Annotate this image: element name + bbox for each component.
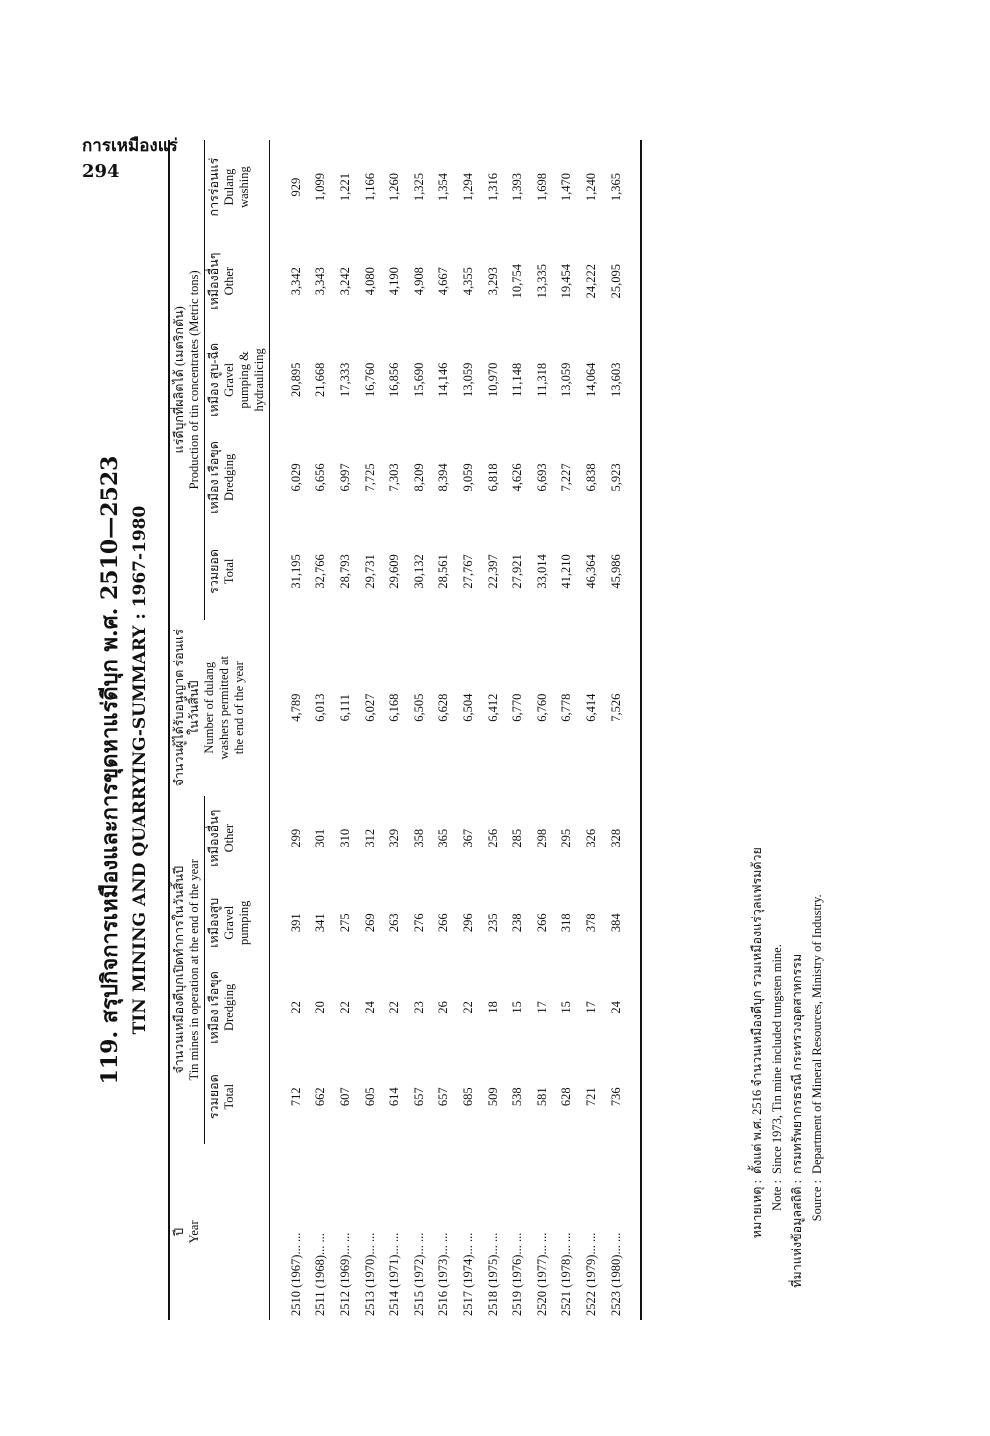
cell-prod-total: 28,793 — [337, 554, 352, 589]
cell-mines-dredging: 24 — [608, 1001, 623, 1014]
cell-washers: 6,168 — [387, 693, 402, 722]
cell-mines-other: 312 — [362, 828, 377, 848]
cell-mines-total: 736 — [608, 1087, 623, 1107]
cell-mines-dredging: 22 — [288, 1001, 303, 1014]
cell-prod-other: 24,222 — [583, 263, 598, 299]
cell-prod-dredging: 6,656 — [313, 463, 328, 492]
table-row — [456, 140, 481, 1320]
cell-prod-dulang: 1,099 — [313, 173, 328, 202]
cell-prod-gravel: 16,856 — [387, 362, 402, 398]
cell-washers: 6,505 — [411, 693, 426, 722]
table-row — [333, 140, 358, 1320]
cell-prod-gravel: 13,059 — [460, 362, 475, 398]
cell-prod-dulang: 1,698 — [534, 173, 549, 202]
cell-mines-total: 657 — [436, 1087, 451, 1107]
section-name: การเหมืองแร่ — [82, 136, 178, 156]
cell-washers: 6,013 — [313, 693, 328, 722]
cell-mines-other: 310 — [337, 828, 352, 848]
notes-block — [747, 200, 827, 1300]
col-year — [169, 1144, 270, 1320]
col-mines-dredging — [205, 965, 270, 1050]
cell-prod-other: 4,190 — [387, 267, 402, 296]
cell-mines-other: 285 — [510, 828, 525, 848]
cell-prod-gravel: 20,895 — [288, 362, 303, 398]
cell-prod-dulang: 1,316 — [485, 173, 500, 202]
cell-mines-total: 657 — [411, 1087, 426, 1107]
table-row — [579, 140, 604, 1320]
cell-year: 2517 (1974)... ... — [460, 1232, 475, 1316]
cell-prod-dulang: 1,365 — [608, 173, 623, 202]
cell-year: 2513 (1970)... ... — [362, 1232, 377, 1316]
cell-mines-total: 614 — [387, 1087, 402, 1107]
note-label: หมายเหตุ : — [750, 1180, 764, 1239]
source-label: Source : — [810, 1180, 824, 1222]
cell-prod-total: 27,921 — [510, 554, 525, 589]
cell-mines-gravel: 235 — [485, 913, 500, 933]
note-row — [747, 200, 767, 1300]
cell-washers: 6,778 — [559, 693, 574, 722]
prod-group-en: Production of tin concentrates (Metric tons) — [187, 270, 201, 490]
cell-prod-other: 25,095 — [608, 263, 623, 299]
cell-prod-gravel: 14,146 — [436, 362, 451, 398]
cell-washers: 6,414 — [583, 693, 598, 722]
mines-group-thai: จำนวนเหมืองดีบุกเปิดทำการในวันสิ้นปี — [172, 865, 186, 1074]
cell-mines-other: 329 — [387, 828, 402, 848]
cell-mines-total: 685 — [460, 1087, 475, 1107]
cell-prod-total: 29,731 — [362, 554, 377, 589]
cell-year: 2516 (1973)... ... — [436, 1232, 451, 1316]
cell-year: 2514 (1971)... ... — [387, 1232, 402, 1316]
rotated-table-block — [92, 140, 824, 1320]
cell-prod-dredging: 6,818 — [485, 463, 500, 492]
cell-prod-gravel: 14,064 — [583, 362, 598, 398]
cell-mines-total: 662 — [313, 1087, 328, 1107]
cell-prod-other: 19,454 — [559, 263, 574, 299]
cell-prod-other: 13,335 — [534, 263, 549, 299]
cell-mines-gravel: 391 — [288, 913, 303, 933]
prod-dredging-thai: เหมือง เรือขุด — [207, 441, 221, 514]
cell-prod-dulang: 1,166 — [362, 173, 377, 202]
cell-prod-dulang: 1,260 — [387, 173, 402, 202]
table-row — [555, 140, 580, 1320]
cell-year: 2510 (1967)... ... — [288, 1232, 303, 1316]
title-english: TIN MINING AND QUARRYING-SUMMARY : 1967-1980 — [130, 505, 150, 1035]
table-row — [505, 140, 530, 1320]
cell-mines-gravel: 296 — [460, 913, 475, 933]
cell-washers: 4,789 — [288, 693, 303, 722]
cell-mines-gravel: 276 — [411, 913, 426, 933]
cell-prod-dulang: 929 — [288, 177, 303, 197]
source-row — [787, 200, 807, 1300]
cell-prod-dredging: 8,394 — [436, 463, 451, 492]
cell-mines-gravel: 266 — [534, 913, 549, 933]
cell-washers: 6,111 — [337, 694, 352, 722]
table-row — [604, 140, 642, 1320]
cell-mines-gravel: 263 — [387, 913, 402, 933]
washers-thai: จำนวนผู้ได้รับอนุญาต ร่อนแร่ในวันสิ้นปี — [172, 629, 201, 787]
mines-total-thai: รวมยอด — [207, 1074, 221, 1120]
cell-prod-gravel: 21,668 — [313, 362, 328, 398]
cell-washers: 6,027 — [362, 693, 377, 722]
cell-mines-dredging: 26 — [436, 1001, 451, 1014]
cell-year: 2512 (1969)... ... — [337, 1232, 352, 1316]
prod-total-en: Total — [222, 558, 236, 585]
cell-washers: 6,412 — [485, 693, 500, 722]
table-body — [270, 140, 642, 1320]
prod-group-thai: แร่ดีบุกที่ผลิตได้ (เมตริกตัน) — [172, 306, 186, 454]
col-prod-dulang — [205, 140, 270, 234]
prod-gravel-en3: hydraulicing — [252, 348, 266, 412]
cell-mines-dredging: 20 — [313, 1001, 328, 1014]
table-title — [92, 220, 150, 1320]
cell-mines-gravel: 384 — [608, 913, 623, 933]
cell-year: 2515 (1972)... ... — [411, 1232, 426, 1316]
washers-en2: washers permitted at — [217, 656, 231, 760]
col-prod-total — [205, 523, 270, 619]
note-text: ตั้งแต่ พ.ศ. 2516 จำนวนเหมืองดีบุก รวมเหมืองแร่วุลแฟรมด้วย — [750, 847, 764, 1174]
cell-prod-gravel: 11,148 — [510, 362, 525, 397]
cell-mines-gravel: 341 — [313, 913, 328, 933]
source-text: กรมทรัพยากรธรณี กระทรวงอุตสาหกรรม — [790, 953, 804, 1174]
cell-prod-dulang: 1,294 — [460, 173, 475, 202]
cell-year: 2511 (1968)... ... — [313, 1233, 328, 1316]
cell-year: 2520 (1977)... ... — [534, 1232, 549, 1316]
mines-gravel-en1: Gravel — [222, 905, 236, 940]
cell-prod-gravel: 13,603 — [608, 362, 623, 398]
cell-prod-dredging: 9,059 — [460, 463, 475, 492]
page-number: 294 — [82, 161, 120, 182]
cell-prod-dredging: 6,838 — [583, 463, 598, 492]
cell-mines-dredging: 22 — [460, 1001, 475, 1014]
cell-mines-gravel: 269 — [362, 913, 377, 933]
cell-mines-other: 358 — [411, 828, 426, 848]
cell-mines-gravel: 378 — [583, 913, 598, 933]
cell-mines-dredging: 15 — [559, 1001, 574, 1014]
col-mines-other — [205, 796, 270, 881]
cell-prod-dredging: 7,725 — [362, 463, 377, 492]
cell-mines-dredging: 17 — [534, 1001, 549, 1014]
prod-dulang-en1: Dulang — [222, 168, 236, 206]
col-group-mines — [169, 796, 205, 1144]
note-text: Since 1973, Tin mine included tungsten mine. — [770, 944, 784, 1174]
cell-prod-dulang: 1,354 — [436, 173, 451, 202]
col-prod-dredging — [205, 432, 270, 524]
tin-mining-table — [168, 140, 642, 1320]
washers-en1: Number of dulang — [202, 661, 216, 754]
cell-year: 2522 (1979)... ... — [583, 1232, 598, 1316]
cell-prod-gravel: 17,333 — [337, 362, 352, 398]
cell-prod-dulang: 1,221 — [337, 173, 352, 202]
cell-mines-gravel: 318 — [559, 913, 574, 933]
col-group-production — [169, 140, 205, 620]
table-row — [309, 140, 334, 1320]
table-row — [407, 140, 432, 1320]
cell-prod-other: 4,908 — [411, 267, 426, 296]
cell-mines-gravel: 238 — [510, 913, 525, 933]
table-row — [382, 140, 407, 1320]
prod-other-en: Other — [222, 266, 236, 296]
cell-prod-dulang: 1,393 — [510, 173, 525, 202]
cell-mines-other: 367 — [460, 828, 475, 848]
cell-mines-total: 607 — [337, 1087, 352, 1107]
mines-dredging-en: Dredging — [222, 983, 236, 1032]
cell-mines-other: 326 — [583, 828, 598, 848]
cell-washers: 6,628 — [436, 693, 451, 722]
cell-year: 2519 (1976)... ... — [510, 1232, 525, 1316]
cell-prod-dredging: 6,997 — [337, 463, 352, 492]
mines-total-en: Total — [222, 1083, 236, 1110]
cell-prod-other: 3,342 — [288, 267, 303, 296]
cell-year: 2521 (1978)... ... — [559, 1232, 574, 1316]
cell-prod-total: 45,986 — [608, 554, 623, 589]
col-year-en: Year — [187, 1220, 201, 1244]
cell-prod-gravel: 10,970 — [485, 362, 500, 398]
cell-prod-dredging: 5,923 — [608, 463, 623, 492]
cell-mines-total: 509 — [485, 1087, 500, 1107]
cell-prod-dredging: 7,227 — [559, 463, 574, 492]
cell-prod-other: 4,080 — [362, 267, 377, 296]
cell-prod-dredging: 4,626 — [510, 463, 525, 492]
source-text: Department of Mineral Resources, Ministry of Industry. — [810, 894, 824, 1174]
cell-prod-dredging: 7,303 — [387, 463, 402, 492]
cell-mines-other: 328 — [608, 828, 623, 848]
cell-mines-dredging: 15 — [510, 1001, 525, 1014]
cell-prod-total: 33,014 — [534, 554, 549, 589]
prod-other-thai: เหมืองอื่นๆ — [207, 252, 221, 310]
table-row — [432, 140, 457, 1320]
cell-mines-dredging: 23 — [411, 1001, 426, 1014]
cell-prod-total: 29,609 — [387, 554, 402, 589]
note-row — [767, 200, 787, 1300]
cell-prod-other: 3,293 — [485, 267, 500, 296]
table-row — [270, 140, 309, 1320]
prod-dulang-en2: washing — [237, 166, 251, 208]
cell-washers: 6,504 — [460, 693, 475, 722]
cell-mines-total: 581 — [534, 1087, 549, 1107]
cell-mines-dredging: 24 — [362, 1001, 377, 1014]
cell-prod-total: 28,561 — [436, 554, 451, 589]
cell-prod-total: 30,132 — [411, 554, 426, 589]
mines-other-thai: เหมืองอื่นๆ — [207, 809, 221, 867]
cell-prod-other: 10,754 — [510, 263, 525, 299]
table-row — [530, 140, 555, 1320]
cell-mines-other: 299 — [288, 828, 303, 848]
col-prod-gravel — [205, 328, 270, 431]
mines-group-en: Tin mines in operation at the end of the year — [187, 859, 201, 1081]
cell-washers: 7,526 — [608, 693, 623, 722]
cell-mines-other: 301 — [313, 828, 328, 848]
mines-gravel-en2: pumping — [237, 900, 251, 946]
cell-mines-total: 605 — [362, 1087, 377, 1107]
table-row — [481, 140, 506, 1320]
cell-mines-total: 628 — [559, 1087, 574, 1107]
cell-mines-dredging: 17 — [583, 1001, 598, 1014]
source-label: ที่มาแห่งข้อมูลสถิติ : — [790, 1180, 804, 1288]
prod-dulang-thai: การร่อนแร่ — [207, 157, 221, 217]
prod-gravel-en2: pumping & — [237, 351, 251, 409]
col-mines-total — [205, 1050, 270, 1144]
cell-prod-gravel: 16,760 — [362, 362, 377, 398]
cell-year: 2523 (1980)... ... — [608, 1232, 623, 1316]
cell-prod-total: 31,195 — [288, 554, 303, 589]
prod-gravel-en1: Gravel — [222, 362, 236, 397]
cell-prod-other: 3,343 — [313, 267, 328, 296]
prod-gravel-thai: เหมือง สูบ-ฉีด — [207, 342, 221, 417]
washers-en3: the end of the year — [232, 661, 246, 755]
cell-mines-total: 538 — [510, 1087, 525, 1107]
cell-prod-gravel: 11,318 — [534, 362, 549, 397]
mines-gravel-thai: เหมืองสูบ — [207, 897, 221, 948]
source-row — [807, 200, 827, 1300]
cell-prod-dredging: 8,209 — [411, 463, 426, 492]
cell-mines-gravel: 266 — [436, 913, 451, 933]
cell-prod-dulang: 1,470 — [559, 173, 574, 202]
cell-prod-dulang: 1,325 — [411, 173, 426, 202]
cell-prod-total: 41,210 — [559, 554, 574, 589]
cell-mines-other: 298 — [534, 828, 549, 848]
col-washers — [169, 620, 270, 796]
cell-washers: 6,770 — [510, 693, 525, 722]
col-year-thai: ปี — [172, 1227, 186, 1236]
cell-prod-dredging: 6,693 — [534, 463, 549, 492]
cell-mines-dredging: 22 — [387, 1001, 402, 1014]
cell-prod-other: 4,355 — [460, 267, 475, 296]
cell-mines-total: 712 — [288, 1087, 303, 1107]
table-row — [358, 140, 383, 1320]
cell-mines-other: 256 — [485, 828, 500, 848]
prod-total-thai: รวมยอด — [207, 548, 221, 594]
cell-prod-dulang: 1,240 — [583, 173, 598, 202]
cell-prod-other: 3,242 — [337, 267, 352, 296]
cell-prod-dredging: 6,029 — [288, 463, 303, 492]
prod-dredging-en: Dredging — [222, 453, 236, 502]
col-mines-gravel — [205, 880, 270, 965]
cell-mines-other: 365 — [436, 828, 451, 848]
cell-mines-total: 721 — [583, 1087, 598, 1107]
mines-dredging-thai: เหมือง เรือขุด — [207, 971, 221, 1044]
cell-mines-dredging: 22 — [337, 1001, 352, 1014]
cell-prod-total: 46,364 — [583, 554, 598, 589]
cell-prod-total: 27,767 — [460, 554, 475, 589]
cell-prod-gravel: 13,059 — [559, 362, 574, 398]
note-label: Note : — [770, 1180, 784, 1211]
cell-mines-dredging: 18 — [485, 1001, 500, 1014]
cell-washers: 6,760 — [534, 693, 549, 722]
cell-prod-total: 32,766 — [313, 554, 328, 589]
cell-mines-gravel: 275 — [337, 913, 352, 933]
cell-prod-gravel: 15,690 — [411, 362, 426, 398]
mines-other-en: Other — [222, 823, 236, 853]
cell-prod-other: 4,667 — [436, 267, 451, 296]
title-thai: 119. สรุปกิจการเหมืองและการขุดหาแร่ดีบุก พ.ศ. 2510—2523 — [97, 455, 123, 1085]
cell-prod-total: 22,397 — [485, 554, 500, 589]
col-prod-other — [205, 234, 270, 328]
cell-year: 2518 (1975)... ... — [485, 1232, 500, 1316]
cell-mines-other: 295 — [559, 828, 574, 848]
